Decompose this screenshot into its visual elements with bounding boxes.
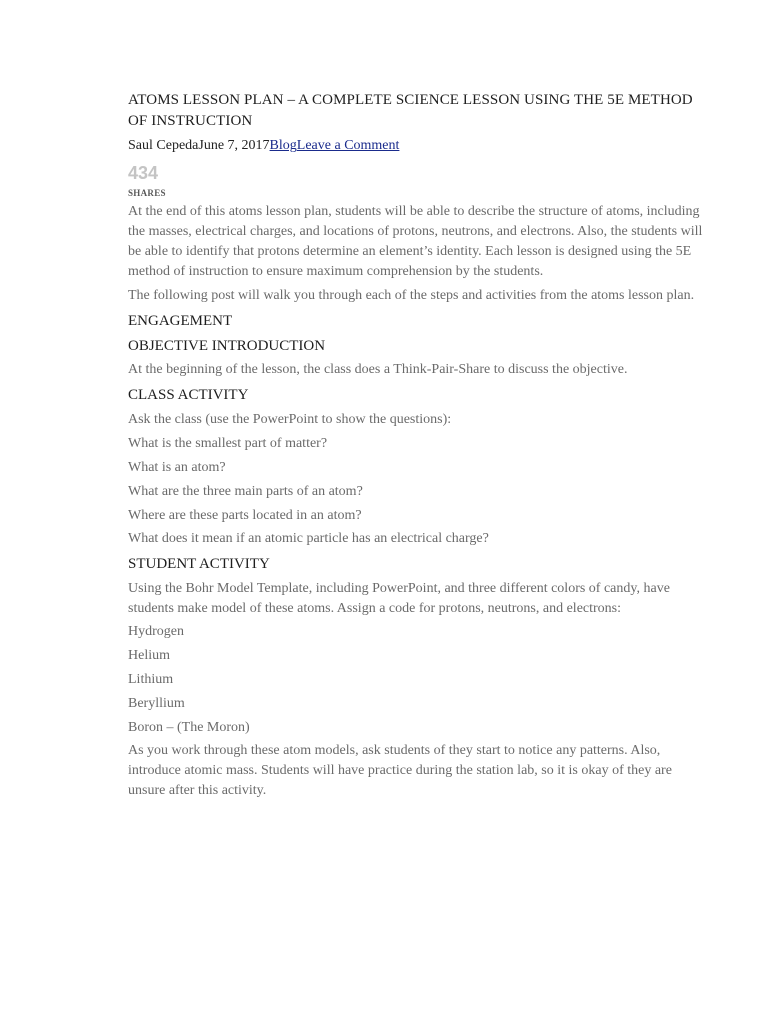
article-meta (128, 136, 703, 156)
article-title: ATOMS LESSON PLAN – A COMPLETE SCIENCE LESSON USING THE 5E METHOD OF INSTRUCTION (128, 92, 693, 129)
element-list-item: Boron – (The Moron) (128, 720, 250, 735)
class-activity-question: What is the smallest part of matter? (128, 436, 328, 451)
element-list-item: Helium (128, 648, 170, 663)
class-activity-question: What does it mean if an atomic particle has an electrical charge? (128, 531, 489, 546)
class-activity-question: What are the three main parts of an atom? (128, 484, 363, 499)
student-activity-text: Using the Bohr Model Template, including PowerPoint, and three different colors of candy, have students make model of these atoms. Assign a code for protons, neutrons, and electrons: (128, 581, 670, 616)
objective-heading: OBJECTIVE INTRODUCTION (128, 338, 326, 354)
student-activity-heading: STUDENT ACTIVITY (128, 556, 270, 572)
share-count: 434 (128, 163, 159, 183)
author-name: Saul Cepeda (128, 138, 199, 153)
intro-paragraph-1: At the end of this atoms lesson plan, students will be able to describe the structure of atoms, including the masses, electrical charges, and locations of protons, neutrons, and electrons. Also, the students will be able to identify that protons determine an element’s identity. Each lesson is designed using the 5E method of instruction to ensure maximum comprehension by the students. (128, 204, 703, 279)
publish-date: June 7, 2017 (198, 138, 270, 153)
element-list-item: Beryllium (128, 696, 185, 711)
element-list-item: Lithium (128, 672, 174, 687)
class-activity-line: Ask the class (use the PowerPoint to show the questions): (128, 412, 452, 427)
class-activity-heading: CLASS ACTIVITY (128, 387, 249, 403)
share-label: SHARES (128, 188, 166, 198)
category-link[interactable]: Blog (269, 138, 297, 153)
element-list-item: Hydrogen (128, 624, 184, 639)
intro-paragraph-2: The following post will walk you through each of the steps and activities from the atoms lesson plan. (128, 288, 695, 303)
class-activity-question: What is an atom? (128, 460, 226, 475)
engagement-heading: ENGAGEMENT (128, 313, 233, 329)
objective-text: At the beginning of the lesson, the class does a Think-Pair-Share to discuss the objective. (128, 362, 628, 377)
article-body (128, 90, 703, 801)
class-activity-question: Where are these parts located in an atom? (128, 508, 362, 523)
closing-paragraph: As you work through these atom models, ask students of they start to notice any patterns. Also, introduce atomic mass. Students will have practice during the station lab, so it is okay of they are unsure after this activity. (128, 743, 672, 798)
leave-comment-link[interactable]: Leave a Comment (296, 138, 400, 153)
